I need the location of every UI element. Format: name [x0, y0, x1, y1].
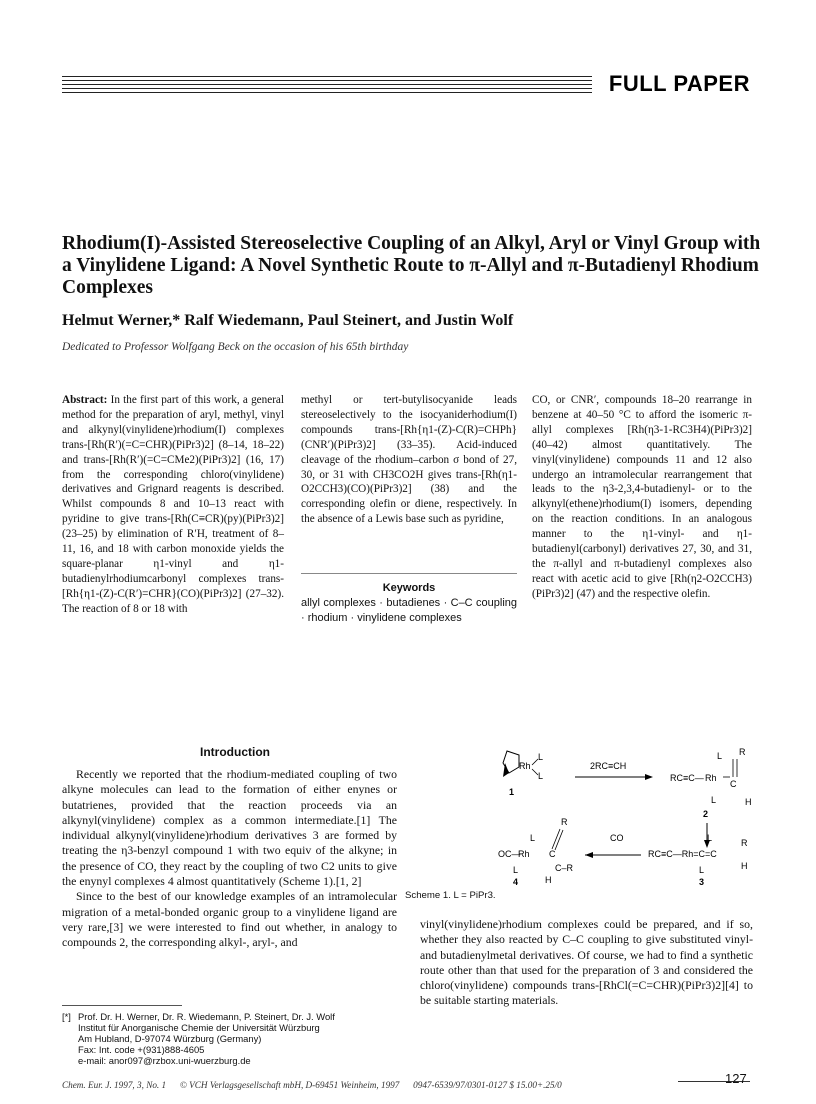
atom-c-4: C [549, 849, 556, 859]
label-2: 2 [703, 809, 709, 819]
dedication: Dedicated to Professor Wolfgang Beck on the occasion of his 65th birthday [62, 341, 409, 353]
introduction-col-1 [62, 767, 397, 951]
oc-4: OC— [498, 849, 521, 859]
atom-h-4: H [545, 875, 552, 885]
label-1: 1 [509, 787, 515, 797]
atom-h-3: H [741, 861, 748, 871]
scheme-1-diagram [405, 745, 755, 885]
cr-4: C–R [555, 863, 574, 873]
atom-l-4a: L [530, 833, 536, 843]
footnote-marker: [*] [62, 1011, 71, 1022]
footnote-line: Prof. Dr. H. Werner, Dr. R. Wiedemann, P. Steinert, Dr. J. Wolf [78, 1011, 335, 1022]
rcc-2: RC≡C— [670, 773, 704, 783]
rcc-eq-3: RC≡C—Rh=C=C [648, 849, 717, 859]
atom-l-2a: L [717, 751, 723, 761]
introduction-heading: Introduction [200, 745, 270, 759]
abstract-text-3: CO, or CNR′, compounds 18–20 rearrange in benzene at 40–50 °C to afford the isomeric π-allyl complexes [Rh(η3-1-RC3H4)(PiPr3)2] (40–42) almost quantitatively. The vinyl(vinylidene) compounds 11 and 12 also undergo an intramolecular rearrangement that leads to the η3-2,3,4-butadienyl- or to the alkynyl(ethene)rhodium(I) isomers, depending on the reaction conditions. In an analogous manner to the η1-vinyl- and η1-butadienyl(carbonyl) derivatives 27, 30, and 31, the π-allyl and π-butadienyl complexes also react with acetic acid to give [Rh(η2-O2CCH3)(PiPr3)2] (47) and the respective olefin. [532, 394, 752, 600]
abstract-text-1: In the first part of this work, a general method for the preparation of aryl, methyl, vinyl and alkynyl(vinylidene)rhodium(I) complexes trans-[Rh(R′)(=C=CHR)(PiPr3)2] (8–14, 18–22) and trans-[Rh(R′)(=C=CMe2)(PiPr3)2] (16, 17) from the corresponding chloro(vinylidene) derivatives and Grignard reagents is described. Whilst compounds 8 and 10–13 react with pyridine to give trans-[Rh(C≡CR)(py)(PiPr3)2] (23–25) by elimination of R′H, treatment of 8–11, 16, and 18 with carbon monoxide yields the square-planar η1-vinyl and η1-butadienylrhodiumcarbonyl complexes trans-[Rh{η1-(Z)-C(R′)=CHR}(CO)(PiPr3)2] (27–32). The reaction of 8 or 18 with [62, 394, 284, 615]
footnote-line: e-mail: anor097@rzbox.uni-wuerzburg.de [78, 1055, 251, 1066]
label-4: 4 [513, 877, 519, 885]
reagent-co: CO [610, 833, 624, 843]
atom-r-4: R [561, 817, 568, 827]
compound-1 [503, 751, 543, 797]
atom-l-1b: L [538, 771, 544, 781]
authors: Helmut Werner,* Ralf Wiedemann, Paul Steinert, and Justin Wolf [62, 312, 514, 329]
abstract-col-1 [62, 393, 284, 617]
scheme-caption: Scheme 1. L = PiPr3. [405, 890, 496, 901]
abstract-col-2 [301, 393, 517, 527]
atom-rh-2: Rh [705, 773, 717, 783]
atom-l-3a: L [707, 833, 713, 843]
keywords-heading: Keywords [382, 582, 436, 594]
compound-2 [670, 747, 752, 819]
atom-rh-1: Rh [519, 761, 531, 771]
footnote-rule [62, 1005, 182, 1006]
abstract-text-2: methyl or tert-butylisocyanide leads stereoselectively to the isocyaniderhodium(I) compounds trans-[Rh{η1-(Z)-C(R)=CHPh}(CNR′)(PiPr3)2] (33–35). Acid-induced cleavage of the rhodium–carbon σ bond of 27, 30, or 31 with CH3CO2H gives trans-[Rh(η1-O2CCH3)(CO)(PiPr3)2] (38) and the corresponding olefin or diene, respectively. In the absence of a Lewis base such as pyridine, [301, 394, 517, 526]
atom-l-1a: L [538, 752, 544, 762]
introduction-col-2 [420, 917, 753, 1009]
journal-footer: Chem. Eur. J. 1997, 3, No. 1 © VCH Verlagsgesellschaft mbH, D-69451 Weinheim, 1997 0947-6539/97/0301-0127 $ 15.00+.25/0 [62, 1080, 562, 1090]
abstract-col-3 [532, 393, 752, 602]
label-3: 3 [699, 877, 705, 885]
atom-h-2: H [745, 797, 752, 807]
page-number: 127 [725, 1071, 747, 1086]
intro-paragraph-3: vinyl(vinylidene)rhodium complexes could be prepared, and if so, whether they also reacted by C–C coupling to give substituted vinyl- and butadienylmetal derivatives. Of course, we had to find a synthetic route other than that used for the preparation of 3 and considered the chloro(vinylidene) compounds trans-[RhCl(=C=CHR)(PiPr3)2][4] to be suitable starting materials. [420, 917, 753, 1008]
header-rules [62, 76, 592, 98]
article-title: Rhodium(I)-Assisted Stereoselective Coupling of an Alkyl, Aryl or Vinyl Group with a Vinylidene Ligand: A Novel Synthetic Route to π-Allyl and π-Butadienyl Rhodium Complexes [62, 233, 761, 298]
atom-c-2: C [730, 779, 737, 789]
compound-4 [498, 817, 574, 885]
intro-paragraph-2: Since to the best of our knowledge examples of an intramolecular migration of a metal-bonded organic group to a vinylidene ligand are very rare,[3] we were interested to find out whether, in analogy to compounds 2, the corresponding alkyl-, aryl-, and [62, 889, 397, 950]
atom-r-2: R [739, 747, 746, 757]
atom-r-3: R [741, 838, 748, 848]
keywords-box [301, 573, 517, 662]
atom-l-2b: L [711, 795, 717, 805]
reagent-top: 2RC≡CH [590, 761, 627, 771]
footnote-line: Am Hubland, D-97074 Würzburg (Germany) [78, 1033, 262, 1044]
atom-l-3b: L [699, 865, 705, 875]
intro-paragraph-1: Recently we reported that the rhodium-mediated coupling of two alkyne molecules can lead to the formation of either enynes or butatrienes, provided that the reaction proceeds via an alkynyl(vinylidene) complex as a common intermediate.[1] The individual alkynyl(vinylidene)rhodium derivatives 3 are formed by treating the η3-benzyl compound 1 with two equiv of the alkyne; in the presence of CO, they react by the coupling of two C2 units to give the enynyl complexes 4 almost quantitatively (Scheme 1).[1, 2] [62, 767, 397, 889]
atom-l-4b: L [513, 865, 519, 875]
abstract-label: Abstract: [62, 394, 108, 406]
atom-rh-4: Rh [518, 849, 530, 859]
footnote-line: Institut für Anorganische Chemie der Universität Würzburg [78, 1022, 320, 1033]
compound-3 [648, 833, 748, 885]
footnote [62, 1011, 392, 1066]
keywords-text: allyl complexes · butadienes · C–C coupling · rhodium · vinylidene complexes [301, 597, 517, 624]
section-label: FULL PAPER [608, 71, 750, 96]
footnote-line: Fax: Int. code +(931)888-4605 [78, 1044, 205, 1055]
